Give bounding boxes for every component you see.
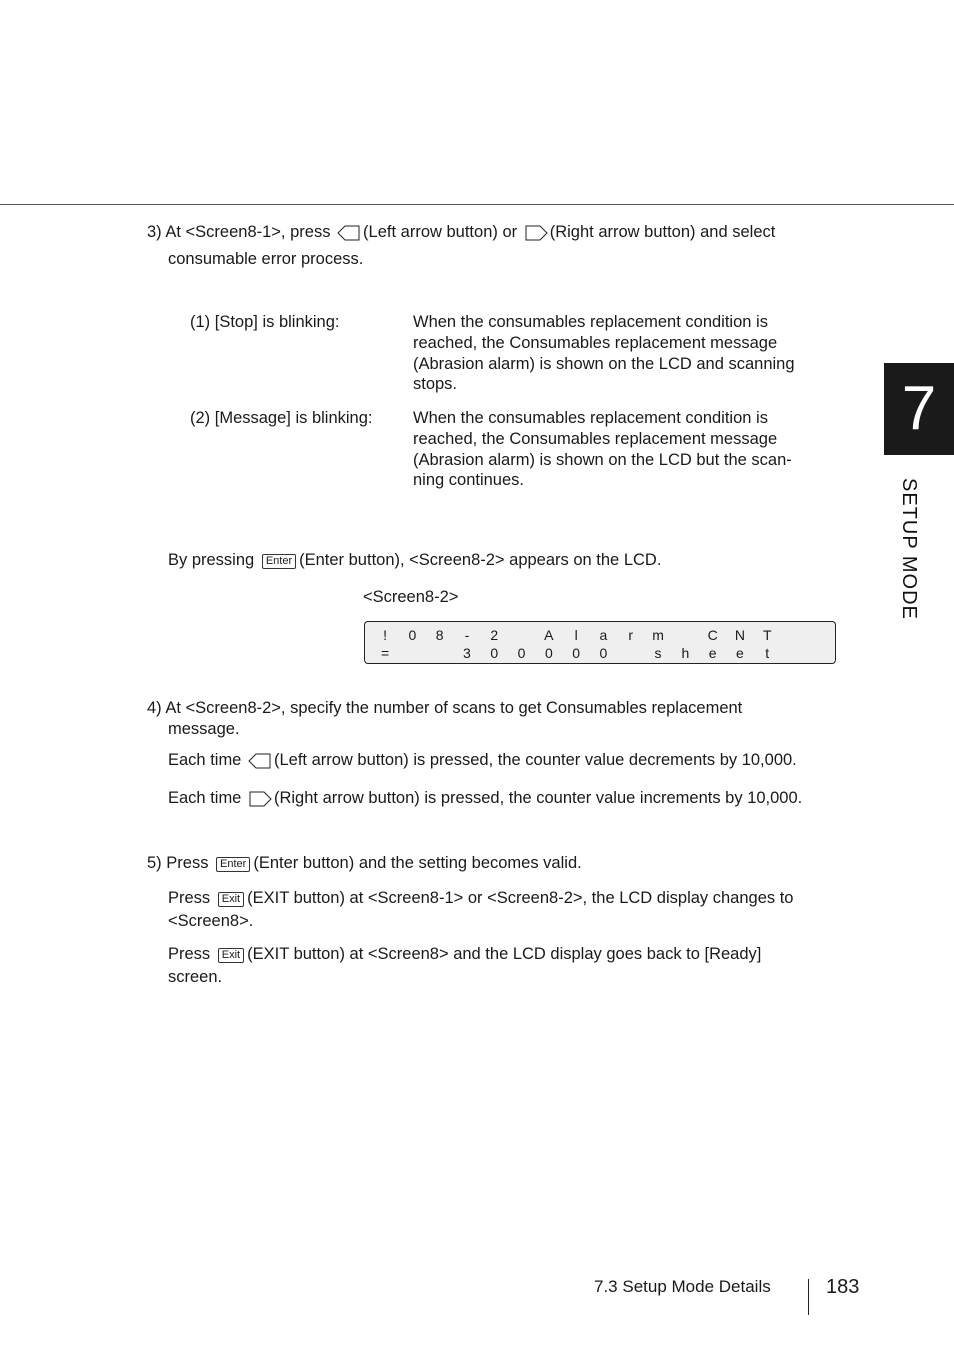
chapter-tab: 7 <box>884 363 954 455</box>
footer-section: 7.3 Setup Mode Details <box>594 1277 771 1296</box>
step3-line2: consumable error process. <box>168 250 364 268</box>
lcd-char: T <box>762 627 772 643</box>
lcd-char: h <box>681 645 690 661</box>
instruction-text: Each time <box>168 751 242 769</box>
instruction-text: Press <box>168 889 211 907</box>
right-arrow-icon <box>248 791 272 812</box>
lcd-char: m <box>652 627 664 643</box>
lcd-char: 0 <box>408 627 417 643</box>
lcd-display <box>364 621 836 664</box>
left-arrow-icon <box>248 753 272 774</box>
instruction-text: By pressing <box>168 551 255 569</box>
step-number: 5) <box>147 854 162 872</box>
exit-key-icon: Exit <box>218 892 244 907</box>
lcd-char: 3 <box>463 645 471 661</box>
lcd-char: l <box>574 627 578 643</box>
option-line: (Abrasion alarm) is shown on the LCD and scanning <box>413 354 795 373</box>
step3-line1 <box>147 222 775 246</box>
instruction-text: Press <box>168 945 211 963</box>
step-number: 3) <box>147 223 162 241</box>
lcd-char: 2 <box>490 627 499 643</box>
lcd-row-1 <box>365 627 835 643</box>
instruction-text: (Enter button), <Screen8-2> appears on the LCD. <box>299 551 662 569</box>
chapter-label: SETUP MODE <box>898 478 920 620</box>
right-arrow-instruction <box>168 788 802 812</box>
step3-text: (Left arrow button) or <box>363 223 518 241</box>
instruction-text: (EXIT button) at <Screen8> and the LCD display goes back to [Ready] <box>247 945 762 963</box>
lcd-char: r <box>628 627 634 643</box>
option-label: (1) [Stop] is blinking: <box>190 313 340 331</box>
lcd-char: e <box>736 645 744 661</box>
step4-line1 <box>147 698 742 718</box>
lcd-char: 0 <box>599 645 608 661</box>
lcd-char: ! <box>383 627 387 643</box>
instruction-text: (Left arrow button) is pressed, the counter value decrements by 10,000. <box>273 751 797 769</box>
lcd-char: s <box>654 645 662 661</box>
exit-instruction-1 <box>168 888 793 908</box>
lcd-char: = <box>380 645 390 661</box>
option-description <box>413 408 833 491</box>
left-arrow-instruction <box>168 750 797 774</box>
step3-text: (Right arrow button) and select <box>549 223 776 241</box>
option-line: When the consumables replacement condition is <box>413 313 768 331</box>
option-line: (Abrasion alarm) is shown on the LCD but the scan- <box>413 450 792 469</box>
lcd-row-2 <box>365 645 835 661</box>
instruction-text: (Right arrow button) is pressed, the counter value increments by 10,000. <box>273 789 803 807</box>
option-label: (2) [Message] is blinking: <box>190 409 373 427</box>
footer-divider <box>808 1279 809 1315</box>
page-number: 183 <box>826 1276 860 1298</box>
lcd-char: 0 <box>544 645 553 661</box>
header-rule <box>0 204 954 205</box>
step3-text: At <Screen8-1>, press <box>165 223 331 241</box>
lcd-char: A <box>544 627 554 643</box>
lcd-char: - <box>464 627 470 643</box>
right-arrow-icon <box>524 225 548 246</box>
lcd-char: C <box>707 627 718 643</box>
option-line: stops. <box>413 375 458 394</box>
exit-instruction-1-cont: <Screen8>. <box>168 912 254 930</box>
option-line: ning continues. <box>413 471 524 490</box>
lcd-char: e <box>708 645 717 661</box>
lcd-char: a <box>599 627 608 643</box>
exit-key-icon: Exit <box>218 948 244 963</box>
lcd-char: 0 <box>517 645 526 661</box>
step4-text: At <Screen8-2>, specify the number of scans to get Consumables replacement <box>165 699 743 717</box>
step-number: 4) <box>147 699 162 717</box>
exit-instruction-2-cont: screen. <box>168 968 223 986</box>
step5-line1 <box>147 853 582 873</box>
option-description <box>413 312 833 395</box>
option-line: reached, the Consumables replacement message <box>413 333 778 352</box>
exit-instruction-2 <box>168 944 761 964</box>
lcd-char: 0 <box>490 645 499 661</box>
option-line: When the consumables replacement condition is <box>413 409 768 427</box>
enter-key-icon: Enter <box>262 554 296 569</box>
lcd-char: N <box>734 627 745 643</box>
left-arrow-icon <box>337 225 361 246</box>
lcd-char: 8 <box>435 627 444 643</box>
screen-caption: <Screen8-2> <box>363 588 459 606</box>
enter-key-icon: Enter <box>216 857 250 872</box>
instruction-text: (EXIT button) at <Screen8-1> or <Screen8-2>, the LCD display changes to <box>247 889 794 907</box>
step5-text: (Enter button) and the setting becomes valid. <box>253 854 582 872</box>
lcd-char: t <box>765 645 770 661</box>
instruction-text: Each time <box>168 789 242 807</box>
enter-instruction <box>168 550 661 570</box>
lcd-char: 0 <box>572 645 581 661</box>
option-line: reached, the Consumables replacement message <box>413 429 778 448</box>
step5-text: Press <box>166 854 209 872</box>
step4-line2: message. <box>168 720 240 738</box>
